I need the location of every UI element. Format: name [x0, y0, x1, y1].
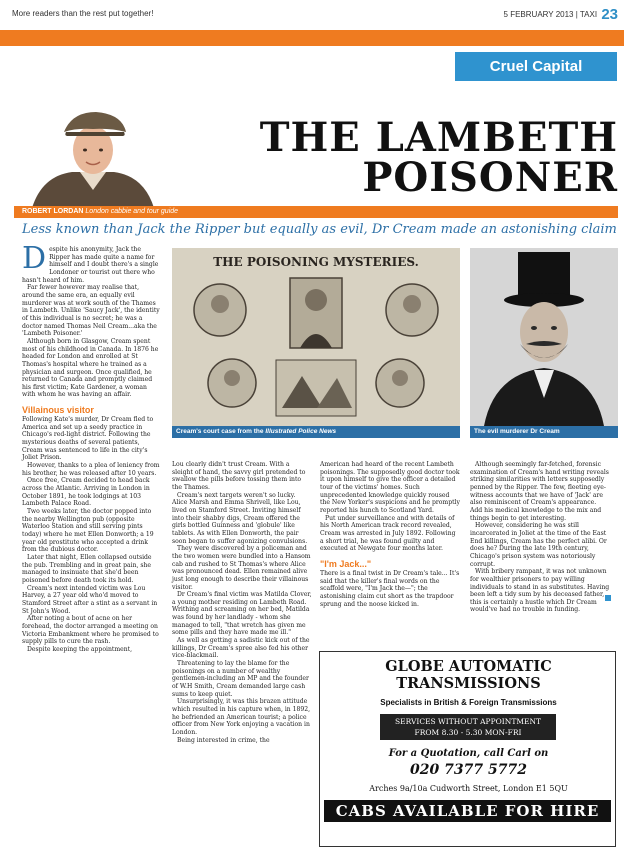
paragraph: Despite his anonymity, Jack the Ripper has made quite a name for himself and I doubt there's a single Londoner or tourist out there who hasn't heard of him. — [22, 241, 159, 284]
paragraph: Dr Cream's final victim was Matilda Clover, a young mother residing on Lambeth Road. Writhing and screaming on her bed, Matilda was found by her landlady - whom she managed to tell, "that wretch has given me some pills and they have made me ill." — [172, 591, 312, 637]
standfirst: Less known than Jack the Ripper but equally as evil, Dr Cream made an astonishing claim — [22, 222, 617, 237]
advertisement — [319, 651, 616, 847]
header-dateline — [504, 6, 618, 23]
paragraph: Two weeks later, the doctor popped into the nearby Wellington pub (opposite Waterloo Station and still serving pints today) where he met Ellen Donworth; a 19 year old prostitute who accepted a drink from the dubious doctor. — [22, 508, 154, 554]
paragraph: They were discovered by a policeman and the two women were bundled into a Hansom cab and rushed to St Thomas's where Alice was pronounced dead. Ellen remained alive just long enough to describe their villainous visitor. — [172, 545, 311, 591]
court-case-illustration — [172, 248, 460, 426]
headline — [160, 114, 618, 201]
author-byline — [14, 206, 618, 218]
headline-line-2: POISONER — [362, 154, 618, 201]
illustration-drawing — [172, 248, 460, 426]
paragraph: However, considering he was still incarcerated in Joliet at the time of the East End killings, Cream has the perfect alibi. Or does he? During the late 19th century, Chicago's prison system was notoriously corrupt. — [470, 522, 607, 568]
paragraph: Put under surveillance and with details of his North American track record revealed, Cream was arrested in July 1892. Following a short trial, he was found guilty and executed at Newgate four months later. — [320, 514, 456, 553]
ad-phone: 020 7377 5772 — [410, 762, 527, 778]
paragraph: As well as getting a sadistic kick out of the killings, Dr Cream's spree also fed his other vice-blackmail. — [172, 637, 310, 660]
paragraph: Cream's next targets weren't so lucky. Alice Marsh and Emma Shrivell, like Lou, lived on Stamford Street. Inviting himself into their shabby digs, Cream offered the girls bottled Guinness and 'globule' like tablets. As with Ellen Donworth, the pair soon began to suffer agonizing convulsions. — [172, 491, 308, 545]
paragraph: Unsurprisingly, it was this brazen attitude which resulted in his capture when, in 1892, he befriended an American tourist; a police officer from New York enjoying a vacation in London. — [172, 698, 311, 736]
author-role: London cabbie and tour guide — [85, 208, 179, 215]
subheading: Villainous visitor — [22, 405, 94, 416]
article-column-1 — [22, 241, 162, 846]
paragraph: However, thanks to a plea of leniency from his brother, he was released after 10 years. — [22, 462, 160, 477]
paragraph: Far fewer however may realise that, around the same era, an equally evil murderer was at work south of the Thames in Lambeth. Unlike 'Saucy Jack', the identity of this individual is no secret; he was a doctor named Thomas Neil Cream...aka the 'Lambeth Poisoner.' — [22, 284, 160, 338]
header-date: 5 FEBRUARY 2013 — [503, 10, 574, 19]
ad-address: Arches 9a/10a Cudworth Street, London E1 5QU — [369, 784, 568, 793]
ad-title: GLOBE AUTOMATIC TRANSMISSIONS — [385, 658, 552, 692]
header-accent-bar — [0, 30, 624, 46]
dr-cream-portrait — [470, 248, 618, 426]
portrait-drawing — [470, 248, 618, 426]
ad-quote-text: For a Quotation, call Carl on — [388, 748, 549, 759]
paragraph: American had heard of the recent Lambeth poisonings. The supposedly good doctor took it upon himself to give the officer a detailed tour of the victims' homes. Such unprecedented knowledge quickly roused the New Yorker's suspicions and he promptly reported his hunch to Scotland Yard. — [320, 461, 460, 514]
illustration-banner: THE POISONING MYSTERIES. — [213, 255, 419, 269]
headline-line-1: THE LAMBETH — [259, 114, 618, 161]
paragraph: Following Kate's murder, Dr Cream fled to America and set up a seedy practice in Chicago's red-light district. Following the mysterious deaths of several patients, Cream was sentenced to life in the city's Joliet Prison. — [22, 416, 154, 462]
paragraph: Later that night, Ellen collapsed outside the pub. Trembling and in great pain, she managed to insinuate that she'd been poisoned before death took its hold. — [22, 553, 152, 584]
subheading: "I'm Jack..." — [320, 558, 372, 569]
paragraph: Lou clearly didn't trust Cream. With a sleight of hand, the savvy girl pretended to swallow the pills before tossing them into the Thames. — [172, 461, 306, 491]
paragraph: Once free, Cream decided to head back across the Atlantic. Arriving in London in October 1891, he took lodgings at 103 Lambeth Palace Road. — [22, 477, 150, 508]
article-column-4 — [470, 461, 610, 614]
drop-cap: D — [22, 241, 47, 276]
article-column-2 — [172, 461, 312, 851]
paragraph: Despite keeping the appointment, — [27, 645, 133, 653]
paragraph: Cream's next intended victim was Lou Harvey, a 27 year old who'd moved to Stamford Street after a stint as a servant in St John's Wood. — [22, 584, 158, 615]
article-end-marker — [605, 595, 611, 601]
author-name: ROBERT LORDAN — [22, 208, 84, 215]
page-number: 23 — [601, 6, 618, 23]
section-label: Cruel Capital — [455, 52, 617, 81]
ad-cabs-banner: CABS AVAILABLE FOR HIRE — [324, 800, 611, 822]
ad-hours: SERVICES WITHOUT APPOINTMENT FROM 8.30 - 5.30 MON-FRI — [380, 714, 556, 740]
paragraph: After noting a bout of acne on her forehead, the doctor arranged a meeting on Victoria Embankment where he promised to supply pills to cure the rash. — [22, 615, 159, 646]
paragraph: With bribery rampant, it was not unknown for wealthier prisoners to pay willing individuals to stand in as substitutes. Having been left a tidy sum by his deceased father, this is certainly a hustle which Dr Cream would've had no trouble in funding. — [470, 568, 610, 614]
header-separator: | — [575, 10, 578, 19]
paragraph: There is a final twist in Dr Cream's tale... It's said that the killer's final words on the scaffold were, "I'm Jack the—"; the astonishing claim cut short as the trapdoor sprung and the noose kicked in. — [320, 569, 460, 608]
portrait-caption: The evil murderer Dr Cream — [470, 426, 618, 438]
paragraph: Although born in Glasgow, Cream spent most of his childhood in Canada. In 1876 he headed for London and enrolled at St Thomas's hospital where he trained as a physician and surgeon. Once qualified, he returned to Canada and promptly claimed his first victim; Kate Gardener, a woman with whom he was having an affair. — [22, 337, 159, 399]
header-publication: TAXI — [579, 10, 598, 19]
ad-subtitle: Specialists in British & Foreign Transmissions — [380, 698, 557, 707]
paragraph: Being interested in crime, the — [177, 736, 270, 744]
paragraph: Although seemingly far-fetched, forensic examination of Cream's hand writing reveals striking similarities with letters supposedly penned by the Ripper. The few, fleeting eye-witness accounts that we have of 'Jack' are also reminiscent of Cream's appearance. Add his medical knowledge to the mix and things begin to get interesting. — [470, 461, 609, 522]
author-photo — [22, 98, 164, 208]
paragraph: Threatening to lay the blame for the poisonings on a number of wealthy gentlemen-including an MP and the founder of W.H Smith, Cream demanded large cash sums to keep quiet. — [172, 660, 309, 698]
header-tagline: More readers than the rest put together! — [12, 9, 154, 18]
illustration-caption: Cream's court case from the Illustrated Police News — [172, 426, 460, 438]
